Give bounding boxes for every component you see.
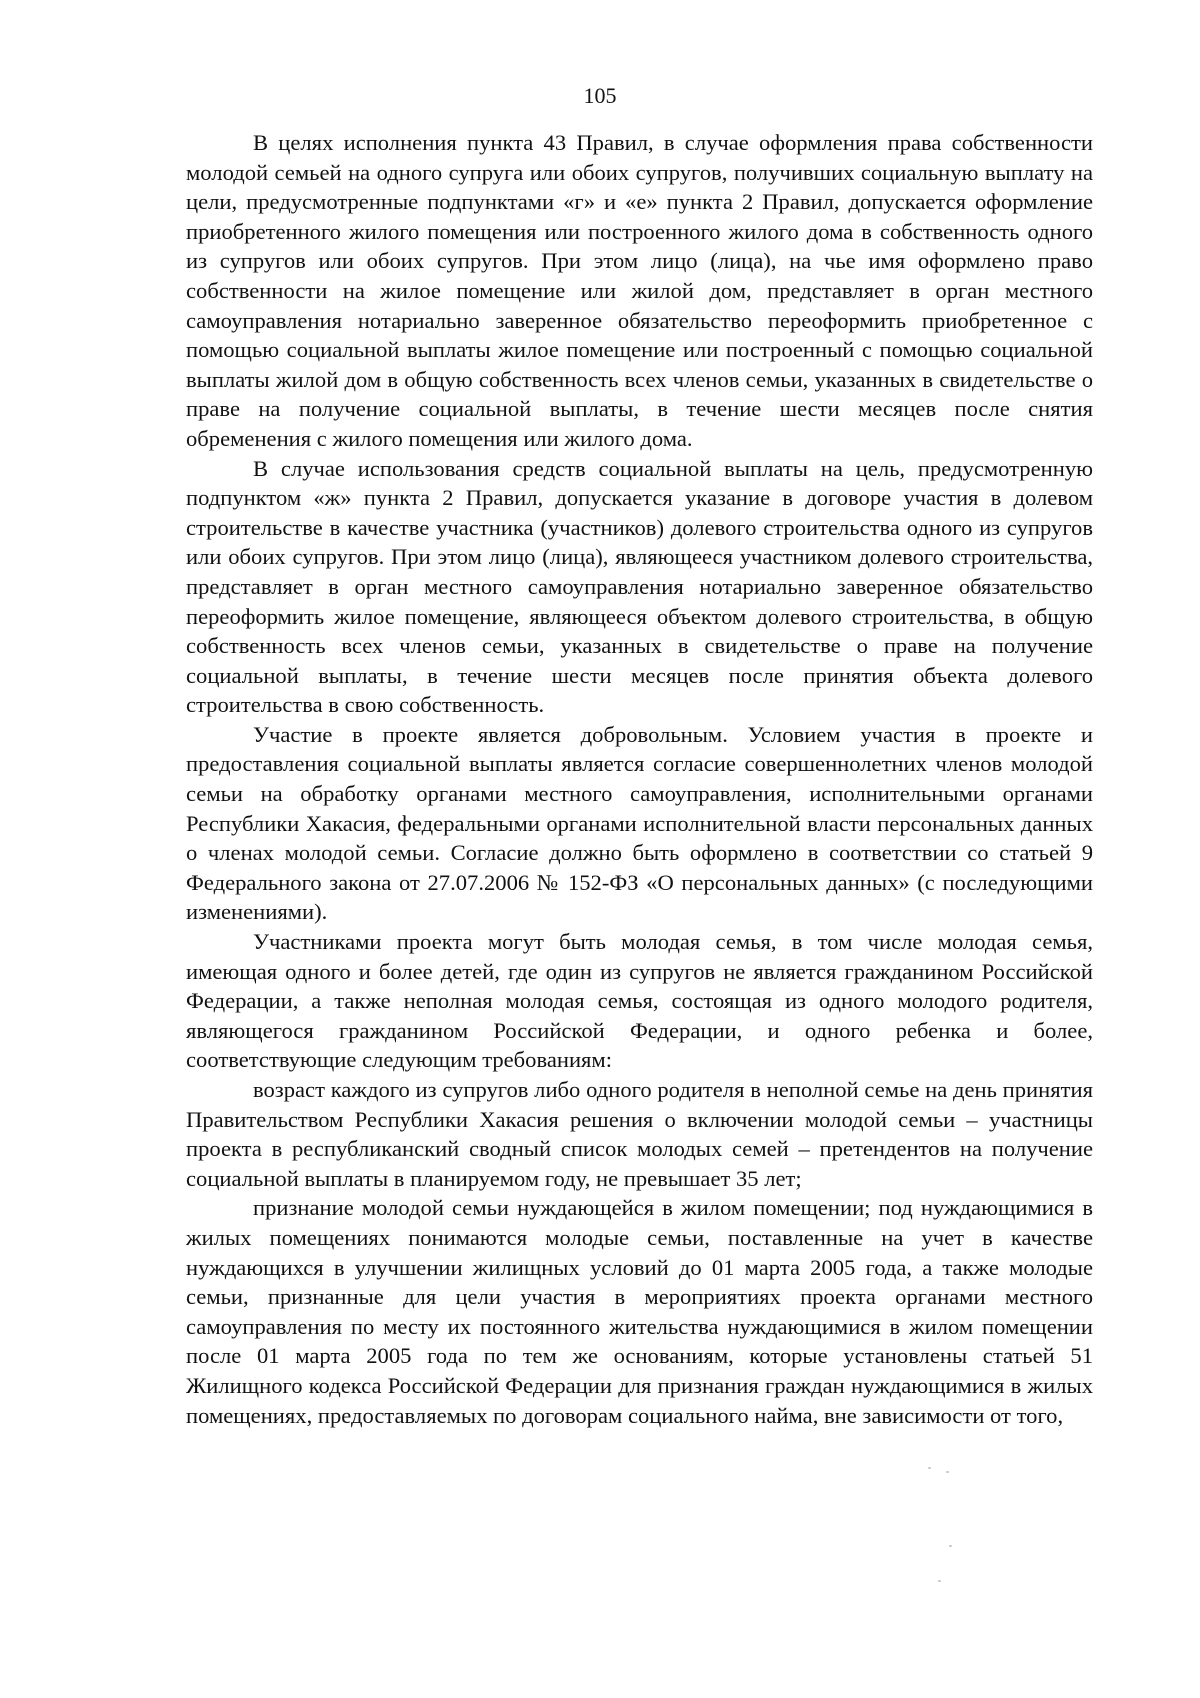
paragraph-housing-need-requirement: признание молодой семьи нуждающейся в жилом помещении; под нуждающимися в жилых помещениях понимаются молодые семьи, поставленные на учет в качестве нуждающихся в улучшении жилищных условий до 01 марта 2005 года, а также молодые семьи, признанные для цели участия в мероприятиях проекта органами местного самоуправления по месту их постоянного жительства нуждающимися в жилом помещении после 01 марта 2005 года по тем же основаниям, которые установлены статьей 51 Жилищного кодекса Российской Федерации для признания граждан нуждающимися в жилых помещениях, предоставляемых по договорам социального найма, вне зависимости от того, (186, 1195, 1093, 1428)
scan-speck (946, 1471, 949, 1473)
document-body (186, 128, 1093, 1430)
scan-speck (949, 1545, 952, 1547)
paragraph-age-requirement: возраст каждого из супругов либо одного родителя в неполной семье на день принятия Правительством Республики Хакасия решения о включении молодой семьи – участницы проекта в республиканский сводный список молодых семей – претендентов на получение социальной выплаты в планируемом году, не превышает 35 лет; (186, 1077, 1093, 1191)
paragraph-project-participants: Участниками проекта могут быть молодая семья, в том числе молодая семья, имеющая одного и более детей, где один из супругов не является гражданином Российской Федерации, а также неполная молодая семья, состоящая из одного молодого родителя, являющегося гражданином Российской Федерации, и одного ребенка и более, соответствующие следующим требованиям: (186, 929, 1093, 1073)
paragraph-shared-construction: В случае использования средств социальной выплаты на цель, предусмотренную подпунктом «ж» пункта 2 Правил, допускается указание в договоре участия в долевом строительстве в качестве участника (участников) долевого строительства одного из супругов или обоих супругов. При этом лицо (лица), являющееся участником долевого строительства, представляет в орган местного самоуправления нотариально заверенное обязательство переоформить жилое помещение, являющееся объектом долевого строительства, в общую собственность всех членов семьи, указанных в свидетельстве о праве на получение социальной выплаты, в течение шести месяцев после принятия объекта долевого строительства в свою собственность. (186, 455, 1093, 718)
scan-speck (928, 1467, 931, 1469)
scan-speck (938, 1580, 941, 1582)
paragraph-ownership-registration: В целях исполнения пункта 43 Правил, в случае оформления права собственности молодой семьей на одного супруга или обоих супругов, получивших социальную выплату на цели, предусмотренные подпунктами «г» и «е» пункта 2 Правил, допускается оформление приобретенного жилого помещения или построенного жилого дома в собственность одного из супругов или обоих супругов. При этом лицо (лица), на чье имя оформлено право собственности на жилое помещение или жилой дом, представляет в орган местного самоуправления нотариально заверенное обязательство переоформить приобретенное с помощью социальной выплаты жилое помещение или построенный с помощью социальной выплаты жилой дом в общую собственность всех членов семьи, указанных в свидетельстве о праве на получение социальной выплаты, в течение шести месяцев после снятия обременения с жилого помещения или жилого дома. (186, 130, 1093, 451)
paragraph-voluntary-participation: Участие в проекте является добровольным. Условием участия в проекте и предоставления социальной выплаты является согласие совершеннолетних членов молодой семьи на обработку органами местного самоуправления, исполнительными органами Республики Хакасия, федеральными органами исполнительной власти персональных данных о членах молодой семьи. Согласие должно быть оформлено в соответствии со статьей 9 Федерального закона от 27.07.2006 № 152-ФЗ «О персональных данных» (с последующими изменениями). (186, 721, 1093, 925)
page-number: 105 (583, 83, 617, 108)
